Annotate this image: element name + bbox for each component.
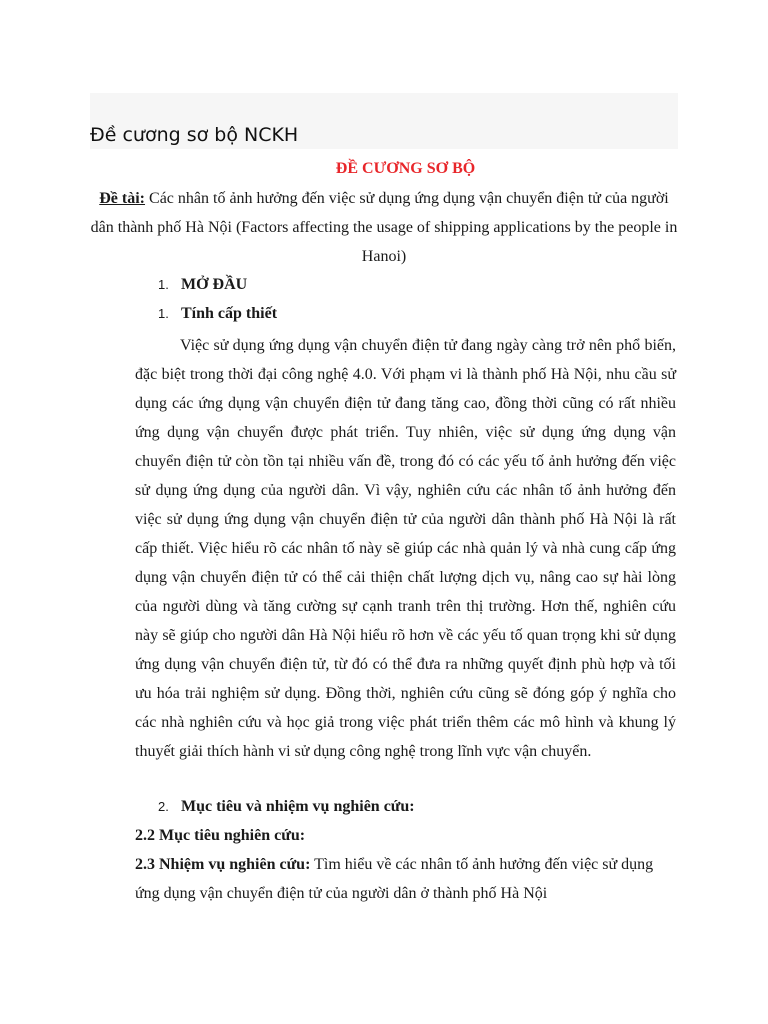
document-title: Đề cương sơ bộ NCKH — [90, 124, 299, 146]
urgency-paragraph: Việc sử dụng ứng dụng vận chuyển điện tử đang ngày càng trở nên phổ biến, đặc biệt trong thời đại công nghệ 4.0. Với phạm vi là thành phố Hà Nội, nhu cầu sử dụng các ứng dụng vận chuyển điện tử đang tăng cao, đồng thời cũng có rất nhiều ứng dụng vận chuyển được phát triển. Tuy nhiên, việc sử dụng ứng dụng vận chuyển điện tử còn tồn tại nhiều vấn đề, trong đó có các yếu tố ảnh hưởng đến việc sử dụng ứng dụng của người dân. Vì vậy, nghiên cứu các nhân tố ảnh hưởng đến việc sử dụng ứng dụng vận chuyển điện tử của người dân thành phố Hà Nội là rất cấp thiết. Việc hiểu rõ các nhân tố này sẽ giúp các nhà quản lý và nhà cung cấp ứng dụng vận chuyển điện tử có thể cải thiện chất lượng dịch vụ, nâng cao sự hài lòng của người dùng và tăng cường sự cạnh tranh trên thị trường. Hơn thế, nghiên cứu này sẽ giúp cho người dân Hà Nội hiểu rõ hơn về các yếu tố quan trọng khi sử dụng ứng dụng vận chuyển điện tử, từ đó có thể đưa ra những quyết định phù hợp và tối ưu hóa trải nghiệm sử dụng. Đồng thời, nghiên cứu cũng sẽ đóng góp ý nghĩa cho các nhà nghiên cứu và học giả trong việc phát triển thêm các mô hình và khung lý thuyết giải thích hành vi sử dụng công nghệ trong lĩnh vực vận chuyển. — [135, 337, 676, 760]
tasks-text: Tìm hiểu về các nhân tố ảnh hưởng đến việc sử dụng ứng dụng vận chuyển điện tử của người dân ở thành phố Hà Nội — [135, 856, 654, 902]
subsection-1-heading — [158, 305, 277, 323]
objective-line — [135, 821, 676, 850]
outline-heading: ĐỀ CƯƠNG SƠ BỘ — [335, 160, 476, 177]
subsection-2-heading — [158, 798, 415, 816]
topic-text: Các nhân tố ảnh hưởng đến việc sử dụng ứng dụng vận chuyển điện tử của người dân thành phố Hà Nội (Factors affecting the usage of shipping applications by the people in Hanoi) — [90, 190, 678, 265]
subsection-2-title: Mục tiêu và nhiệm vụ nghiên cứu: — [181, 798, 415, 815]
subsection-1-number: 1. — [158, 306, 169, 321]
section-1-number: 1. — [158, 277, 169, 292]
topic-block — [90, 184, 678, 271]
topic-label: Đề tài: — [99, 190, 146, 207]
tasks-label: 2.3 Nhiệm vụ nghiên cứu: — [135, 856, 311, 873]
tasks-line — [135, 850, 676, 908]
subsection-2-number: 2. — [158, 799, 169, 814]
objective-label: 2.2 Mục tiêu nghiên cứu: — [135, 827, 306, 844]
section-1-title: MỞ ĐẦU — [181, 276, 248, 293]
subsection-1-title: Tính cấp thiết — [181, 305, 278, 322]
section-1-heading — [158, 276, 247, 294]
